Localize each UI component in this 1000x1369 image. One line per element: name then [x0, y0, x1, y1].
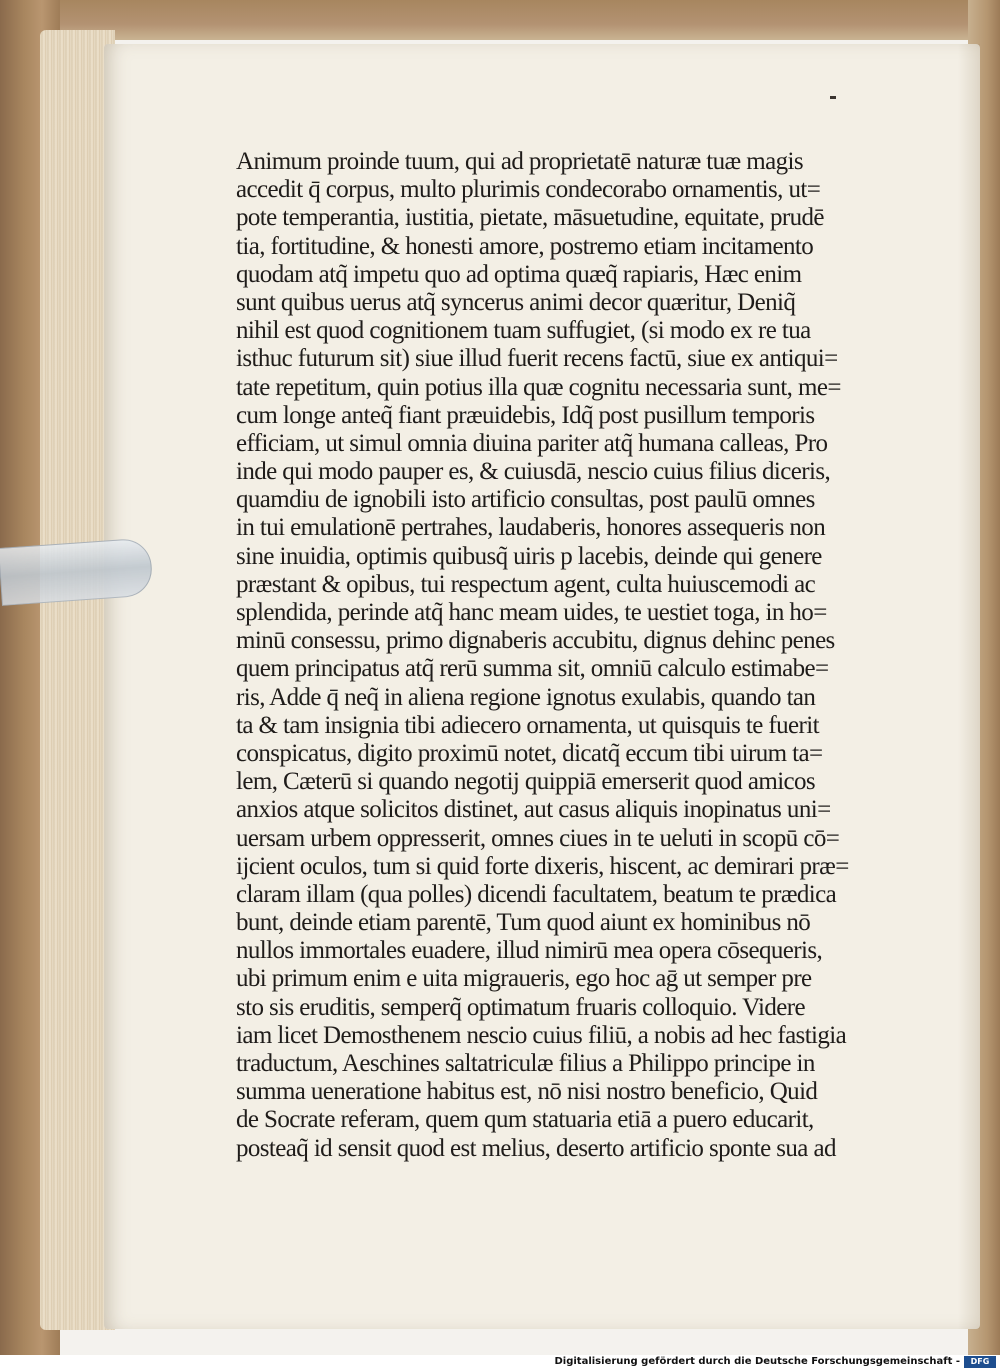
- page-text-block: [236, 148, 896, 1163]
- text-line: tia, fortitudine, & honesti amore, postremo etiam incitamento: [236, 232, 814, 260]
- text-line: iam licet Demosthenem nescio cuius filiū, a nobis ad hec fastigia: [236, 1021, 847, 1049]
- text-line: in tui emulationē pertrahes, laudaberis, honores assequeris non: [236, 514, 826, 542]
- text-line: ta & tam insignia tibi adiecero ornamenta, ut quisquis te fuerit: [236, 711, 819, 739]
- text-line: conspicatus, digito proximū notet, dicatq̃ eccum tibi uirum ta=: [236, 739, 823, 767]
- text-line: sunt quibus uerus atq̃ syncerus animi decor quæritur, Deniq̃: [236, 288, 796, 316]
- dfg-logo: DFG: [964, 1356, 996, 1368]
- text-line: inde qui modo pauper es, & cuiusdā, nescio cuius filius diceris,: [236, 458, 831, 486]
- text-line: accedit q̄ corpus, multo plurimis condecorabo ornamentis, ut=: [236, 176, 821, 204]
- text-line: uersam urbem oppresserit, omnes ciues in te ueluti in scopū cō=: [236, 824, 840, 852]
- text-line: isthuc futurum sit) siue illud fuerit recens factū, siue ex antiqui=: [236, 345, 838, 373]
- text-line: minū consessu, primo dignaberis accubitu, dignus dehinc penes: [236, 627, 835, 655]
- text-line: de Socrate referam, quem qum statuaria etiā a puero educarit,: [236, 1106, 814, 1134]
- text-line: præstant & opibus, tui respectum agent, culta huiuscemodi ac: [236, 570, 816, 598]
- text-line: anxios atque solicitos distinet, aut casus aliquis inopinatus uni=: [236, 796, 831, 824]
- text-line: claram illam (qua polles) dicendi facultatem, beatum te prædica: [236, 880, 837, 908]
- text-line: pote temperantia, iustitia, pietate, māsuetudine, equitate, prudē: [236, 204, 824, 232]
- text-line: quodam atq̃ impetu quo ad optima quæq̃ rapiaris, Hæc enim: [236, 260, 802, 288]
- page-mark: [830, 96, 836, 99]
- text-line: ubi primum enim e uita migraueris, ego hoc aḡ ut semper pre: [236, 965, 812, 993]
- text-line: ris, Adde q̄ neq̃ in aliena regione ignotus exulabis, quando tan: [236, 683, 816, 711]
- text-line: sine inuidia, optimis quibusq̃ uiris p lacebis, deinde qui genere: [236, 542, 822, 570]
- text-line: Animum proinde tuum, qui ad proprietatē naturæ tuæ magis: [236, 148, 803, 175]
- text-line: posteaq̃ id sensit quod est melius, deserto artificio sponte sua ad: [236, 1134, 836, 1162]
- text-line: splendida, perinde atq̃ hanc meam uides, te uestiet toga, in ho=: [236, 599, 827, 626]
- text-line: summa ueneratione habitus est, nō nisi nostro beneficio, Quid: [236, 1078, 818, 1106]
- text-line: efficiam, ut simul omnia diuina pariter atq̃ humana calleas, Pro: [236, 429, 828, 457]
- page-curl-shadow: [958, 44, 980, 1329]
- text-line: bunt, deinde etiam parentē, Tum quod aiunt ex hominibus nō: [236, 909, 811, 937]
- text-line: sto sis eruditis, semperq̃ optimatum fruaris colloquio. Videre: [236, 993, 805, 1021]
- text-line: traductum, Aeschines saltatriculæ filius a Philippo principe in: [236, 1050, 815, 1077]
- footer-credit: Digitalisierung gefördert durch die Deutsche Forschungsgemeinschaft -: [554, 1356, 960, 1367]
- text-line: quem principatus atq̃ rerū summa sit, omniū calculo estimabe=: [236, 655, 829, 683]
- text-line: nullos immortales euadere, illud nimirū mea opera cōsequeris,: [236, 937, 823, 965]
- text-line: lem, Cæterū si quando negotij quippiā emerserit quod amicos: [236, 768, 816, 796]
- book-cover-top: [0, 0, 1000, 40]
- text-line: nihil est quod cognitionem tuam suffugiet, (si modo ex re tua: [236, 317, 811, 345]
- footer-bar: [0, 1355, 1000, 1369]
- glass-page-weight: [0, 537, 154, 605]
- text-line: ijcient oculos, tum si quid forte dixeris, hiscent, ac demirari præ=: [236, 852, 849, 880]
- text-line: quamdiu de ignobili isto artificio consultas, post paulū omnes: [236, 486, 815, 514]
- text-line: cum longe anteq̃ fiant præuidebis, Idq̃ post pusillum temporis: [236, 401, 815, 429]
- text-line: tate repetitum, quin potius illa quæ cognitu necessaria sunt, me=: [236, 373, 841, 401]
